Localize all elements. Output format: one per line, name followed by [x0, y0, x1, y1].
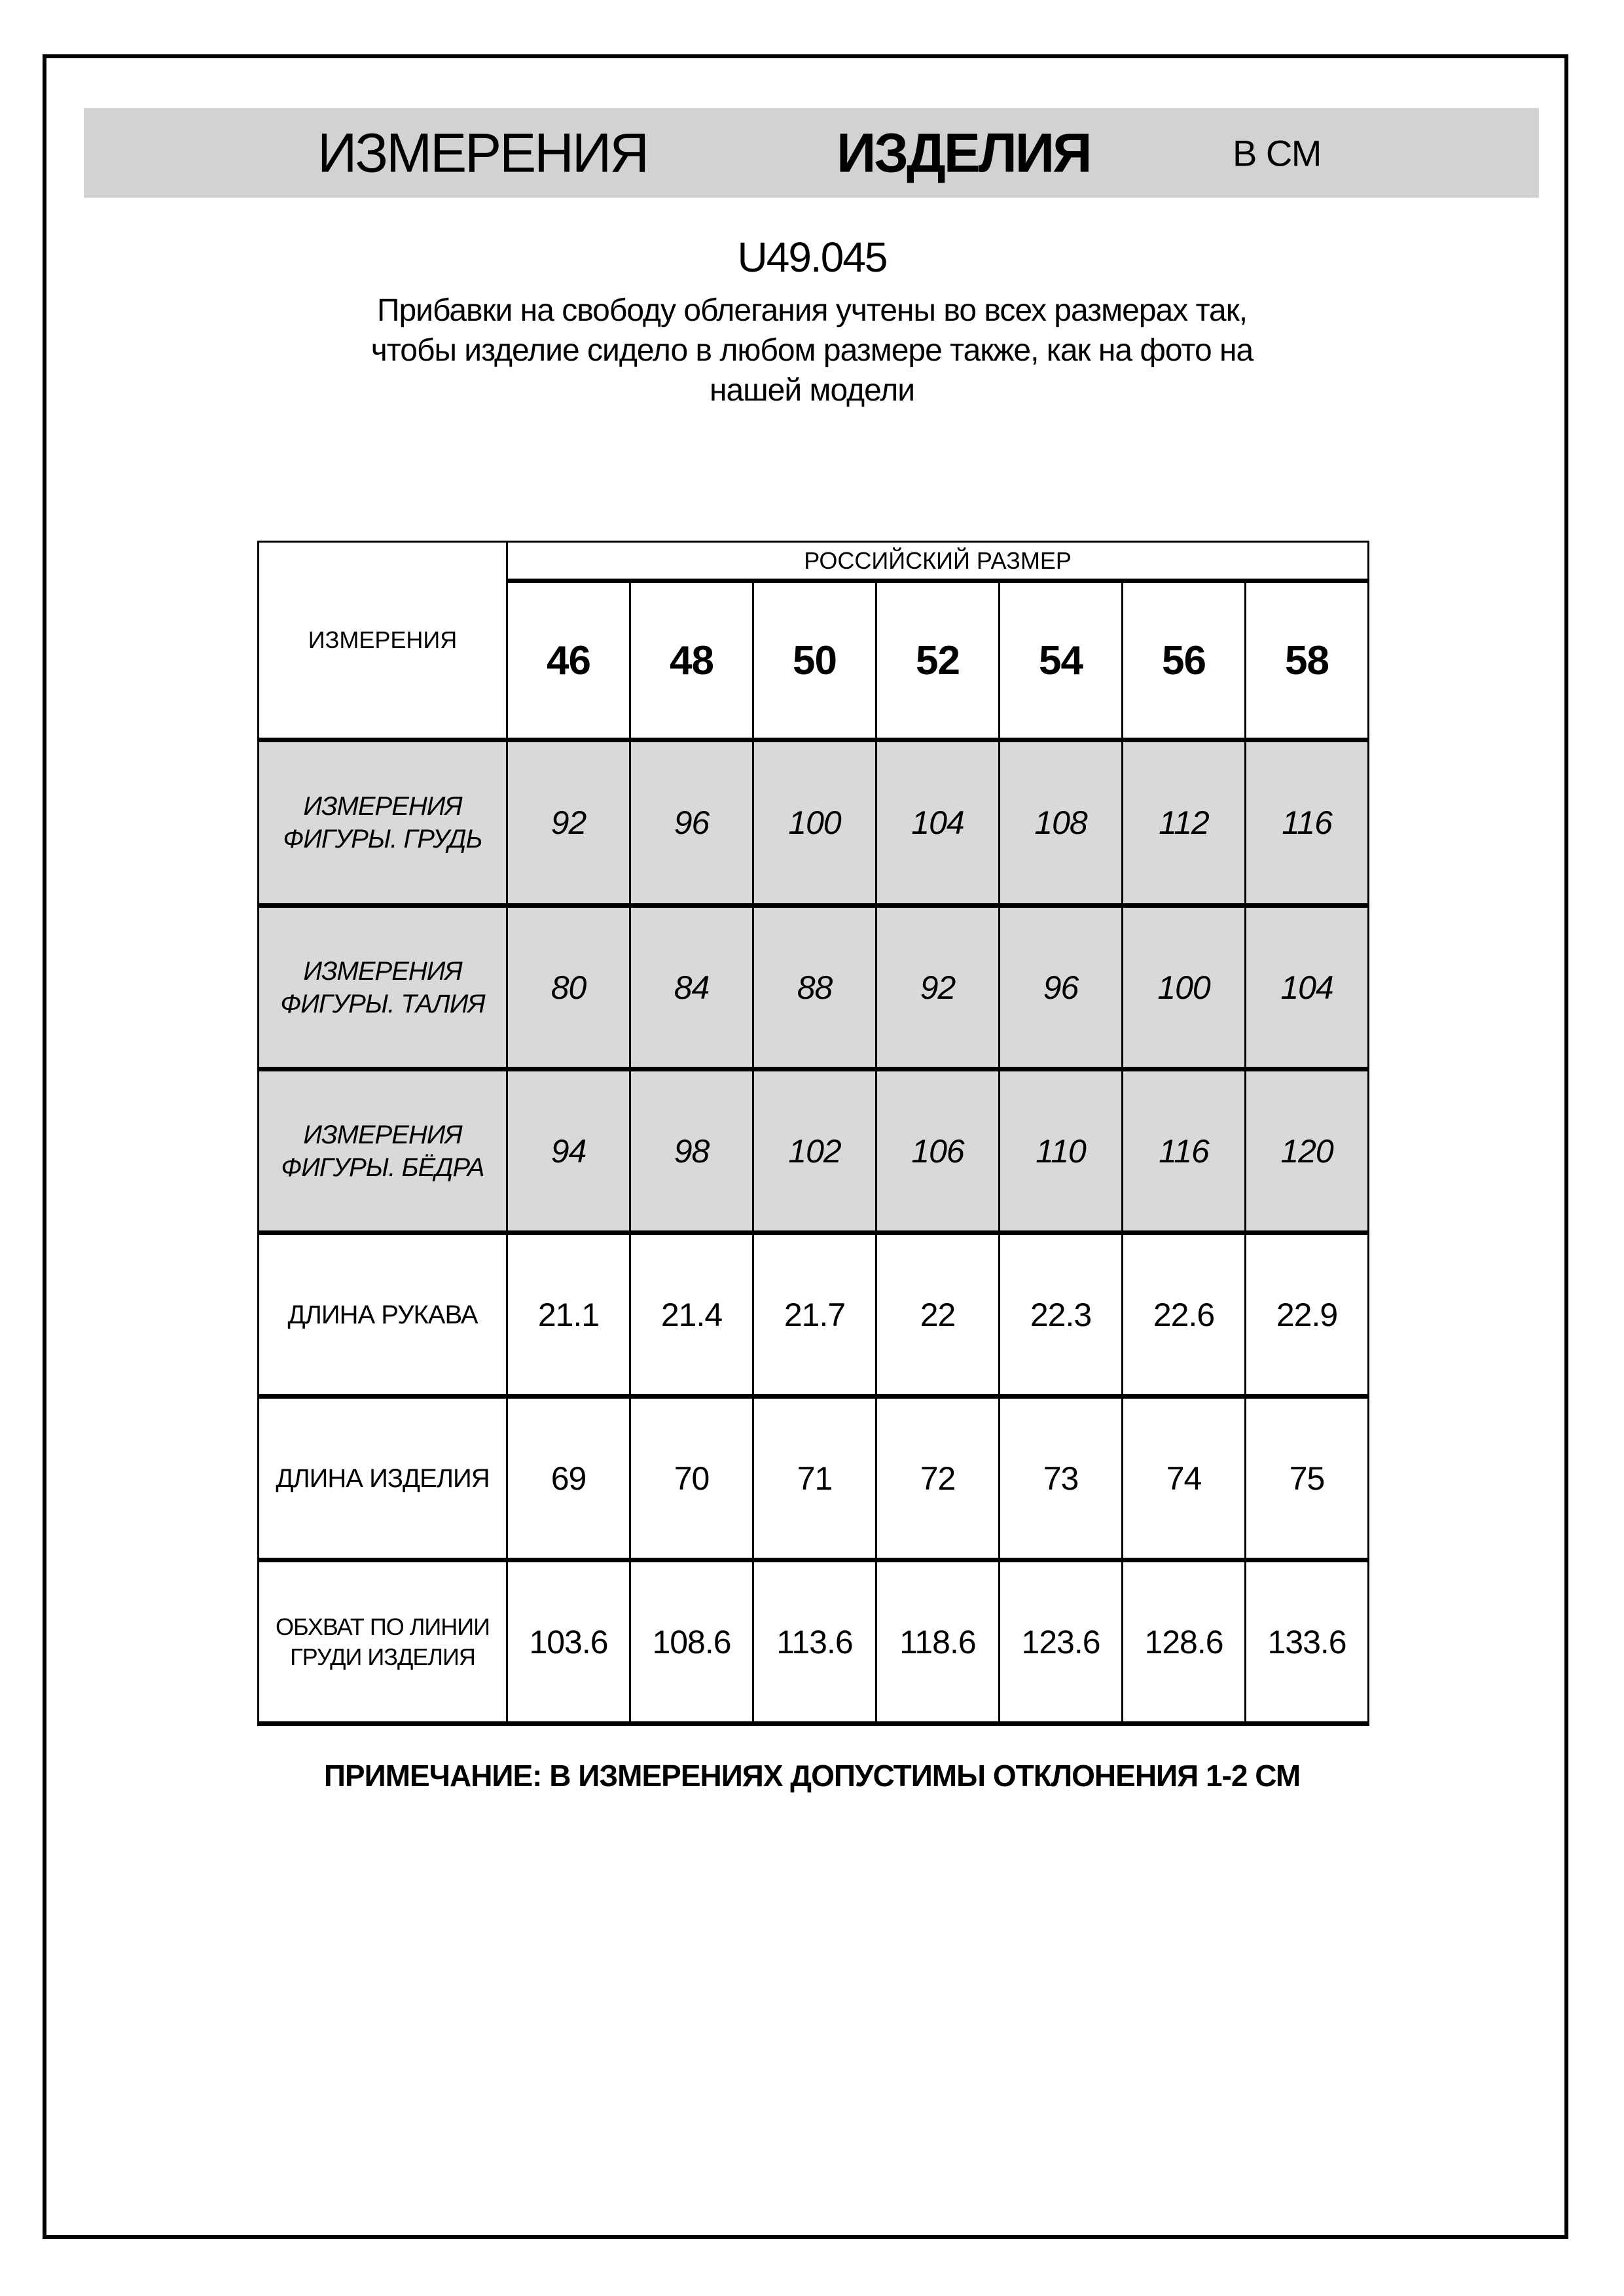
- value-cell: 22: [876, 1233, 1000, 1397]
- table-corner-label: ИЗМЕРЕНИЯ: [259, 542, 507, 740]
- product-code: U49.045: [737, 234, 887, 281]
- size-table: [257, 541, 1369, 1726]
- size-header-cell: 54: [1000, 581, 1123, 740]
- table-row-sleeve-length: [259, 1233, 1369, 1397]
- value-cell: 22.6: [1123, 1233, 1246, 1397]
- table-row-bust: [259, 740, 1369, 906]
- value-cell: 112: [1123, 740, 1246, 906]
- size-header-cell: 46: [507, 581, 630, 740]
- value-cell: 102: [753, 1069, 876, 1233]
- size-header-cell: 52: [876, 581, 1000, 740]
- value-cell: 94: [507, 1069, 630, 1233]
- value-cell: 103.6: [507, 1560, 630, 1724]
- row-label: ДЛИНА РУКАВА: [259, 1233, 507, 1397]
- value-cell: 74: [1123, 1397, 1246, 1560]
- value-cell: 21.1: [507, 1233, 630, 1397]
- value-cell: 80: [507, 906, 630, 1069]
- row-label: ОБХВАТ ПО ЛИНИИ ГРУДИ ИЗДЕЛИЯ: [259, 1560, 507, 1724]
- fit-description-line-3: нашей модели: [709, 373, 915, 408]
- fit-description-line-2: чтобы изделие сидело в любом размере также, как на фото на: [370, 333, 1254, 368]
- value-cell: 92: [876, 906, 1000, 1069]
- table-row-item-length: [259, 1397, 1369, 1560]
- fit-description-line-1: Прибавки на свободу облегания учтены во всех размерах так,: [376, 293, 1248, 328]
- value-cell: 72: [876, 1397, 1000, 1560]
- value-cell: 100: [753, 740, 876, 906]
- row-label: ДЛИНА ИЗДЕЛИЯ: [259, 1397, 507, 1560]
- value-cell: 110: [1000, 1069, 1123, 1233]
- table-row-waist: [259, 906, 1369, 1069]
- size-header-cell: 48: [630, 581, 753, 740]
- size-group-header: РОССИЙСКИЙ РАЗМЕР: [507, 542, 1369, 581]
- value-cell: 96: [630, 740, 753, 906]
- value-cell: 96: [1000, 906, 1123, 1069]
- value-cell: 84: [630, 906, 753, 1069]
- value-cell: 118.6: [876, 1560, 1000, 1724]
- value-cell: 92: [507, 740, 630, 906]
- value-cell: 133.6: [1246, 1560, 1369, 1724]
- fit-description: [0, 291, 1624, 410]
- value-cell: 100: [1123, 906, 1246, 1069]
- value-cell: 116: [1246, 740, 1369, 906]
- value-cell: 108: [1000, 740, 1123, 906]
- value-cell: 22.3: [1000, 1233, 1123, 1397]
- size-header-cell: 56: [1123, 581, 1246, 740]
- value-cell: 113.6: [753, 1560, 876, 1724]
- value-cell: 108.6: [630, 1560, 753, 1724]
- row-label: ИЗМЕРЕНИЯ ФИГУРЫ. ГРУДЬ: [259, 740, 507, 906]
- value-cell: 123.6: [1000, 1560, 1123, 1724]
- header-title-product: ИЗДЕЛИЯ: [837, 122, 1091, 183]
- row-label: ИЗМЕРЕНИЯ ФИГУРЫ. ТАЛИЯ: [259, 906, 507, 1069]
- value-cell: 70: [630, 1397, 753, 1560]
- value-cell: 106: [876, 1069, 1000, 1233]
- value-cell: 22.9: [1246, 1233, 1369, 1397]
- header-unit-label: В СМ: [1233, 132, 1322, 173]
- value-cell: 104: [1246, 906, 1369, 1069]
- tolerance-note: ПРИМЕЧАНИЕ: В ИЗМЕРЕНИЯХ ДОПУСТИМЫ ОТКЛОНЕНИЯ 1-2 СМ: [323, 1759, 1301, 1793]
- value-cell: 75: [1246, 1397, 1369, 1560]
- value-cell: 120: [1246, 1069, 1369, 1233]
- value-cell: 69: [507, 1397, 630, 1560]
- header-title-measurements: ИЗМЕРЕНИЯ: [317, 122, 647, 183]
- header-bar: [84, 108, 1539, 198]
- value-cell: 104: [876, 740, 1000, 906]
- value-cell: 73: [1000, 1397, 1123, 1560]
- value-cell: 88: [753, 906, 876, 1069]
- value-cell: 71: [753, 1397, 876, 1560]
- table-row-hips: [259, 1069, 1369, 1233]
- size-header-cell: 58: [1246, 581, 1369, 740]
- value-cell: 98: [630, 1069, 753, 1233]
- size-header-cell: 50: [753, 581, 876, 740]
- value-cell: 21.4: [630, 1233, 753, 1397]
- value-cell: 21.7: [753, 1233, 876, 1397]
- value-cell: 128.6: [1123, 1560, 1246, 1724]
- value-cell: 116: [1123, 1069, 1246, 1233]
- table-row-chest-girth: [259, 1560, 1369, 1724]
- row-label: ИЗМЕРЕНИЯ ФИГУРЫ. БЁДРА: [259, 1069, 507, 1233]
